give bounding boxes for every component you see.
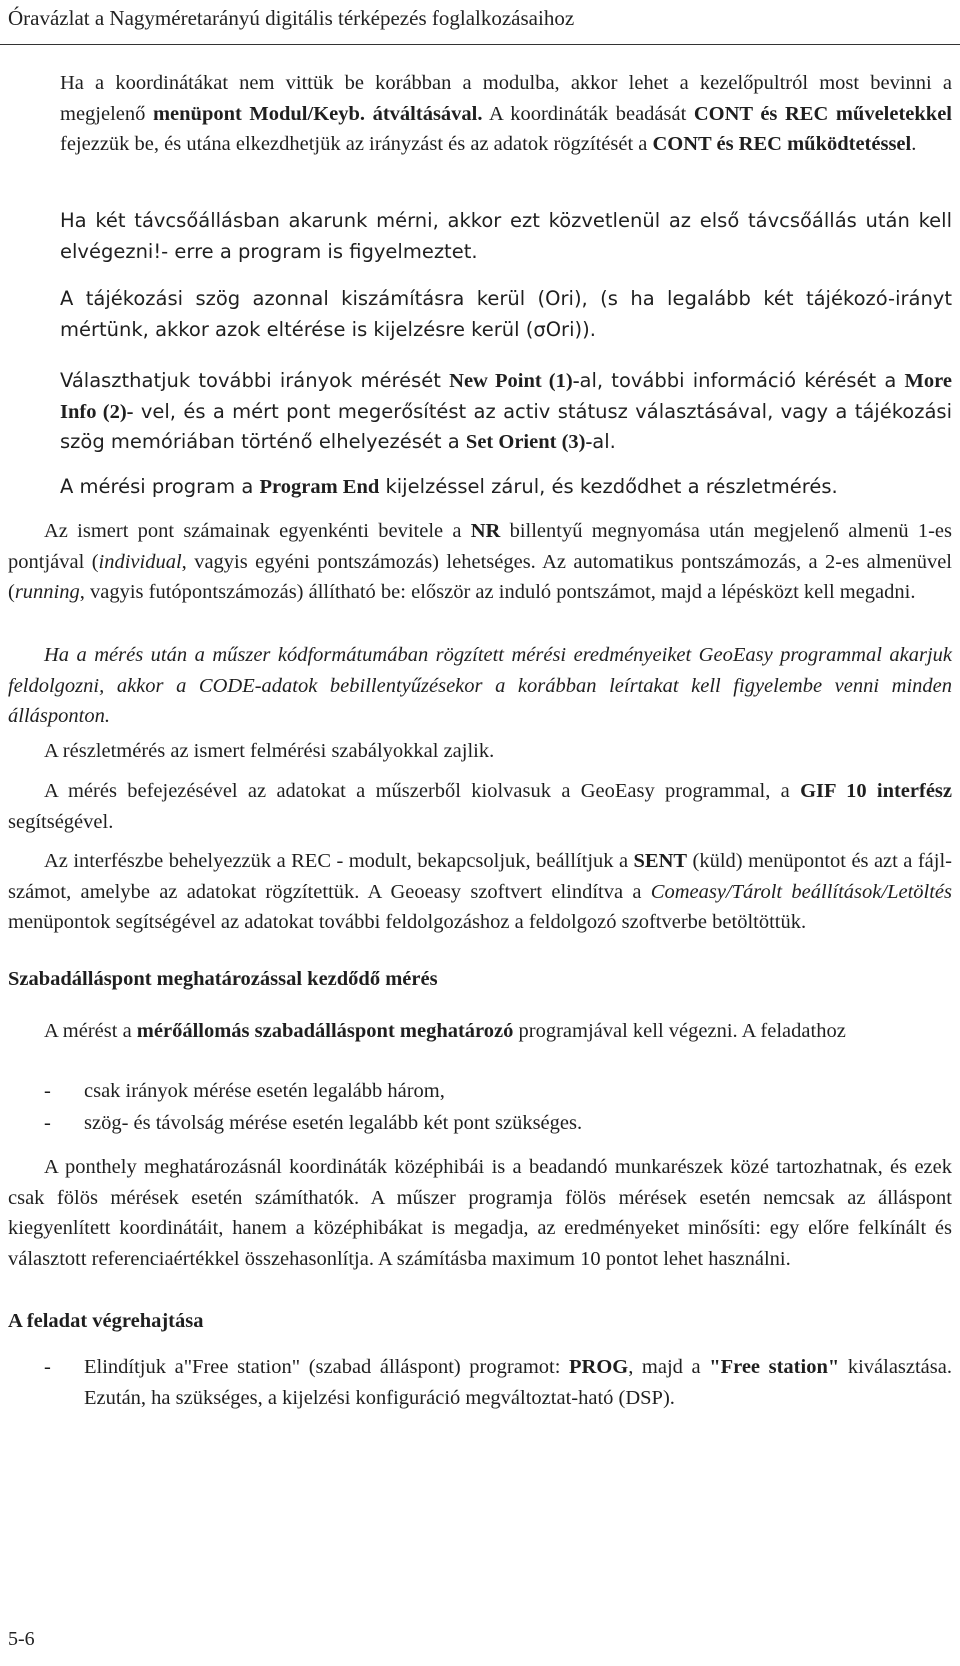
p6-text-2: billentyű megnyomása után megjelenő almenü 1-es pontjával ( <box>8 520 952 573</box>
p6-italic-1: individual <box>98 550 182 573</box>
list2-bold-2: "Free station" <box>709 1356 840 1378</box>
p4-text-4: al. <box>592 430 616 453</box>
p10-text-1: Az interfészbe behelyezzük a REC - modult, bekapcsoljuk, beállítjuk a <box>44 850 634 872</box>
paragraph-9 <box>8 776 952 837</box>
p11-bold-1: mérőállomás szabadálláspont meghatározó <box>136 1020 514 1042</box>
list2-text-3: kiválasztása. Ezután, ha szükséges, a kijelzési konfiguráció megváltoztat-ható (DSP). <box>84 1356 952 1409</box>
paragraph-5 <box>60 472 952 503</box>
p1-text-1: Ha a koordinátákat nem vittük be korábban a modulba, akkor lehet a kezelőpultról most bevinni a megjelenő <box>60 72 952 125</box>
list2-text-1: Elindítjuk a"Free station" (szabad álláspont) programot: <box>84 1356 569 1378</box>
list-item: csak irányok mérése esetén legalább három, <box>84 1080 445 1102</box>
p9-text-1: A mérés befejezésével az adatokat a műszerből kiolvasuk a GeoEasy programmal, a <box>44 780 801 802</box>
section-heading-2: A feladat végrehajtása <box>8 1310 204 1332</box>
p9-bold-1: GIF 10 interfész <box>800 780 953 802</box>
p11-text-1: A mérést a <box>44 1020 137 1042</box>
paragraph-1 <box>60 68 952 160</box>
paragraph-12: A ponthely meghatározásnál koordináták középhibái is a beadandó munkarészek közé tartozhatnak, és ezek csak fölös mérések esetén számíthatók. A műszer programja fölös mérések esetén nemcsak az álláspont kiegyenlített koordinátáit, hanem a középhibákat is megadja, az eredményeket minősíti: egy előre felkínált és választott referenciaértékkel összehasonlítja. A számításba maximum 10 pontot lehet használni. <box>8 1156 952 1270</box>
list-dash: - <box>44 1080 51 1102</box>
paragraph-10 <box>8 846 952 938</box>
list-dash: - <box>44 1112 51 1134</box>
p4-text-1: Választhatjuk további irányok mérését <box>60 369 450 392</box>
paragraph-3: A tájékozási szög azonnal kiszámításra kerül (Ori), (s ha legalább két tájékozó-irányt mértünk, akkor azok eltérése is kijelzésre kerül (σOri)). <box>60 287 952 341</box>
p4-text-3: vel, és a mért pont megerősítést az activ státusz választásával, vagy a tájékozási szög memóriában történő elhelyezését a <box>60 399 952 453</box>
p6-bold-1: NR <box>470 520 501 542</box>
list2-bold-1: PROG <box>569 1356 629 1378</box>
p9-text-2: segítségével. <box>8 810 114 833</box>
list-item: szög- és távolság mérése esetén legalább két pont szükséges. <box>84 1112 583 1134</box>
paragraph-4 <box>60 366 952 458</box>
p4-bold-1: New Point (1)- <box>449 370 580 392</box>
p10-italic-1: Comeasy/Tárolt beállítások/Letöltés <box>650 880 952 903</box>
p10-text-3: menüpontok segítségével az adatokat további feldolgozáshoz a feldolgozó szoftverbe betöltöttük. <box>8 911 807 933</box>
p10-bold-1: SENT <box>633 850 688 872</box>
p4-bold-2: More Info (2)- <box>60 370 952 423</box>
p1-bold-1: menüpont Modul/Keyb. átváltásával. <box>152 102 483 125</box>
header-title: Óravázlat a Nagyméretarányú digitális térképezés foglalkozásaihoz <box>8 6 575 30</box>
page-header <box>0 0 960 45</box>
p4-text-2: al, további információ kérését a <box>579 369 905 392</box>
p5-text-1: A mérési program a <box>60 475 260 498</box>
paragraph-11 <box>8 1016 952 1047</box>
list-dash: - <box>44 1356 51 1378</box>
paragraph-7-note: Ha a mérés után a műszer kódformátumában rögzített mérési eredményeiket GeoEasy programmal akarjuk feldolgozni, akkor a CODE-adatok bebillentyűzésekor a korábban leírtakat kell figyelembe venni minden állásponton. <box>8 644 952 727</box>
paragraph-8: A részletmérés az ismert felmérési szabályokkal zajlik. <box>44 740 495 762</box>
p1-text-4: . <box>911 133 917 155</box>
p1-text-2: A koordináták beadását <box>482 102 694 125</box>
p6-italic-2: running <box>14 581 80 603</box>
p1-text-3: fejezzük be, és utána elkezdhetjük az irányzást és az adatok rögzítését a <box>60 133 653 155</box>
paragraph-2: Ha két távcsőállásban akarunk mérni, akkor ezt közvetlenül az első távcsőállás után kell elvégezni!- erre a program is figyelmeztet. <box>60 209 952 263</box>
p5-bold-1: Program End <box>259 476 380 498</box>
p1-bold-3: CONT és REC működtetéssel <box>652 133 912 155</box>
p6-text-1: Az ismert pont számainak egyenkénti bevitele a <box>44 520 471 542</box>
p6-text-3: , vagyis egyéni pontszámozás) lehetséges. Az automatikus pontszámozás, a 2-es almenüvel ( <box>8 550 952 603</box>
p6-text-4: , vagyis futópontszámozás) állítható be: először az induló pontszámot, majd a lépésközt kell megadni. <box>79 581 916 603</box>
paragraph-6 <box>8 516 952 608</box>
p11-text-2: programjával kell végezni. A feladathoz <box>513 1020 846 1042</box>
list2-text-2: , majd a <box>628 1356 710 1378</box>
p4-bold-3: Set Orient (3)- <box>465 431 593 453</box>
section-heading-1: Szabadálláspont meghatározással kezdődő mérés <box>8 968 438 990</box>
p5-text-2: kijelzéssel zárul, és kezdődhet a részletmérés. <box>379 475 838 498</box>
page-number: 5-6 <box>8 1628 35 1650</box>
list-item <box>84 1352 952 1413</box>
p1-bold-2: CONT és REC műveletekkel <box>693 102 952 125</box>
p10-text-2: (küld) menüpontot és azt a fájl-számot, amelybe az adatokat rögzítettük. A Geoeasy szoftvert elindítva a <box>8 850 952 903</box>
